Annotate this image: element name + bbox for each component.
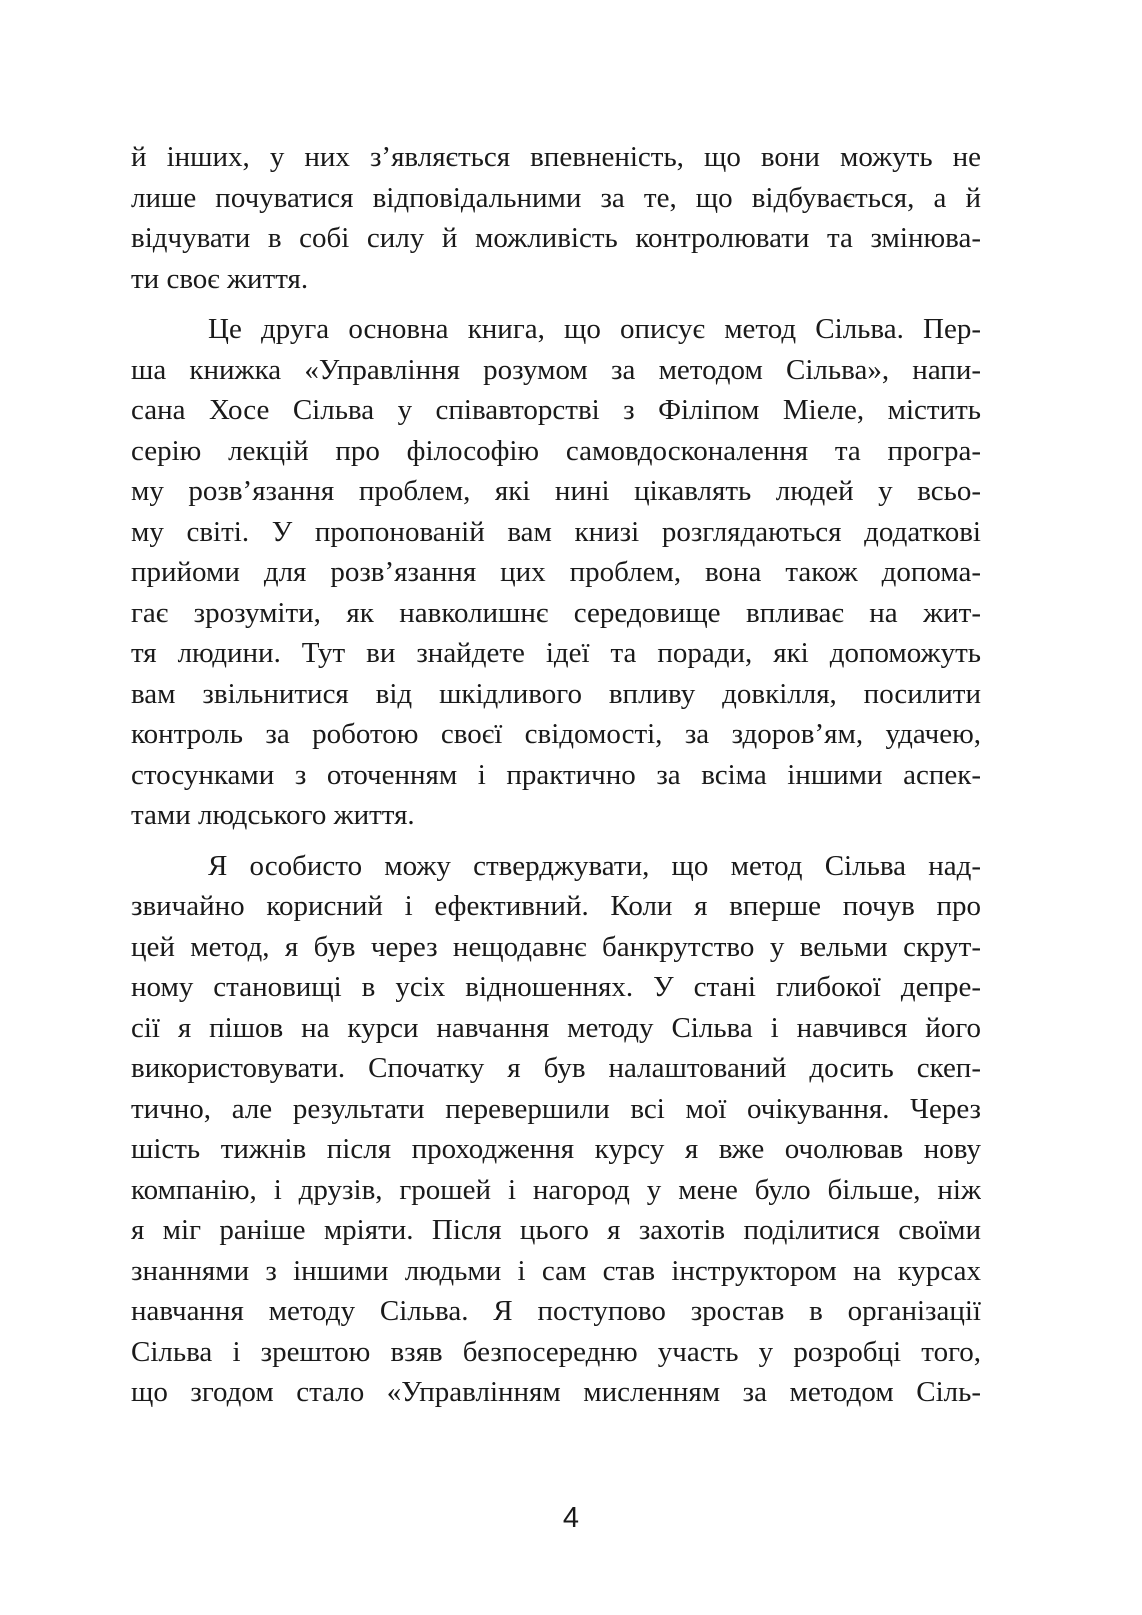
text-line: ти своє життя. bbox=[131, 262, 309, 295]
text-line: знаннями з іншими людьми і сам став інструктором на курсах bbox=[131, 1254, 981, 1287]
paragraph bbox=[131, 309, 981, 836]
page-number: 4 bbox=[562, 1502, 580, 1534]
body-text bbox=[131, 137, 981, 1423]
text-line: Я особисто можу стверджувати, що метод Сільва над- bbox=[208, 849, 981, 882]
text-line: стосунками з оточенням і практично за всіма іншими аспек- bbox=[131, 758, 981, 791]
text-line: що згодом стало «Управлінням мисленням за методом Сіль- bbox=[131, 1376, 981, 1408]
text-line: Сільва і зрештою взяв безпосередню участь у розробці того, bbox=[131, 1335, 981, 1368]
text-line: відчувати в собі силу й можливість контролювати та змінюва- bbox=[131, 222, 981, 254]
text-line: використовувати. Спочатку я був налаштований досить скеп- bbox=[131, 1052, 981, 1084]
text-line: гає зрозуміти, як навколишнє середовище впливає на жит- bbox=[131, 596, 981, 629]
text-line: Це друга основна книга, що описує метод Сільва. Пер- bbox=[208, 313, 981, 345]
text-line: ша книжка «Управління розумом за методом Сільва», напи- bbox=[131, 353, 981, 386]
text-line: цей метод, я був через нещодавнє банкрутство у вельми скрут- bbox=[131, 930, 981, 963]
text-line: серію лекцій про філософію самовдосконалення та програ- bbox=[131, 434, 981, 467]
text-line: компанію, і друзів, грошей і нагород у мене було більше, ніж bbox=[131, 1173, 981, 1206]
text-line: шість тижнів після проходження курсу я вже очолював нову bbox=[131, 1133, 981, 1165]
text-line: сії я пішов на курси навчання методу Сільва і навчився його bbox=[131, 1011, 981, 1044]
text-line: лише почуватися відповідальними за те, що відбувається, а й bbox=[131, 181, 981, 214]
text-line: я міг раніше мріяти. Після цього я захотів поділитися своїми bbox=[131, 1214, 981, 1246]
paragraph bbox=[131, 137, 981, 299]
text-line: вам звільнитися від шкідливого впливу довкілля, посилити bbox=[131, 677, 981, 710]
text-line: тично, але результати перевершили всі мої очікування. Через bbox=[131, 1092, 981, 1125]
text-line: звичайно корисний і ефективний. Коли я вперше почув про bbox=[131, 890, 981, 922]
text-line: му світі. У пропонованій вам книзі розглядаються додаткові bbox=[131, 515, 981, 548]
text-line: контроль за роботою своєї свідомості, за здоров’ям, удачею, bbox=[131, 718, 981, 750]
text-line: тя людини. Тут ви знайдете ідеї та поради, які допоможуть bbox=[131, 637, 981, 669]
text-line: ному становищі в усіх відношеннях. У стані глибокої депре- bbox=[131, 971, 981, 1003]
text-line: навчання методу Сільва. Я поступово зростав в організації bbox=[131, 1295, 981, 1327]
paragraph bbox=[131, 846, 981, 1413]
text-line: тами людського життя. bbox=[131, 799, 415, 831]
text-line: му розв’язання проблем, які нині цікавлять людей у всьо- bbox=[131, 475, 981, 507]
text-line: прийоми для розв’язання цих проблем, вона також допома- bbox=[131, 556, 981, 588]
text-line: сана Хосе Сільва у співавторстві з Філіпом Міеле, містить bbox=[131, 394, 981, 426]
text-line: й інших, у них з’являється впевненість, що вони можуть не bbox=[131, 141, 981, 173]
